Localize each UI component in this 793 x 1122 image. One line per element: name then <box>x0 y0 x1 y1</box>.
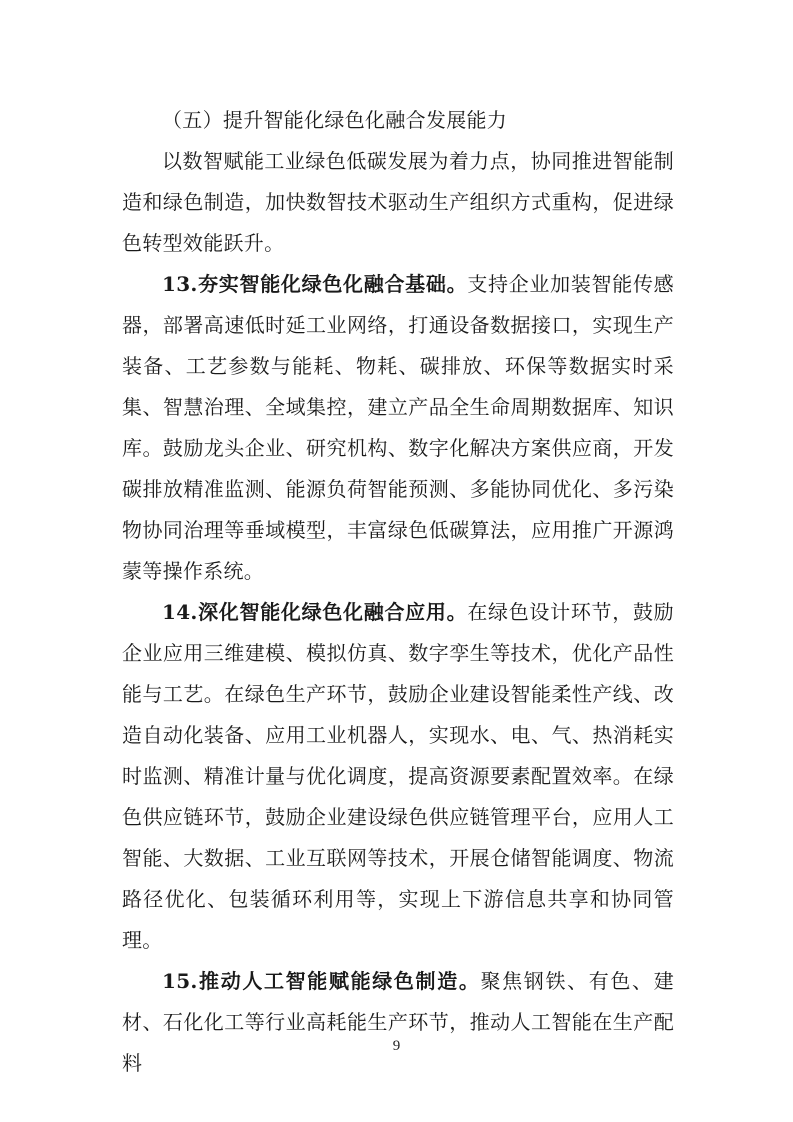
item-15-paragraph <box>122 961 674 1084</box>
item-14-title: 14.深化智能化绿色化融合应用。 <box>162 600 468 624</box>
section-intro-paragraph: 以数智赋能工业绿色低碳发展为着力点，协同推进智能制造和绿色制造，加快数智技术驱动生产组织方式重构，促进绿色转型效能跃升。 <box>122 149 674 255</box>
item-15-title: 15.推动人工智能赋能绿色制造。 <box>162 969 481 993</box>
item-15-body: 聚焦钢铁、有色、建材、石化化工等行业高耗能生产环节，推动人工智能在生产配料 <box>122 969 674 1075</box>
item-13-title: 13.夯实智能化绿色化融合基础。 <box>162 272 468 296</box>
page-number: 9 <box>392 1038 401 1054</box>
document-body <box>122 100 674 1084</box>
item-14-body: 在绿色设计环节，鼓励企业应用三维建模、模拟仿真、数字孪生等技术，优化产品性能与工艺。在绿色生产环节，鼓励企业建设智能柔性产线、改造自动化装备、应用工业机器人，实现水、电、气、热消耗实时监测、精准计量与优化调度，提高资源要素配置效率。在绿色供应链环节，鼓励企业建设绿色供应链管理平台，应用人工智能、大数据、工业互联网等技术，开展仓储智能调度、物流路径优化、包装循环利用等，实现上下游信息共享和协同管理。 <box>122 600 674 952</box>
item-13-paragraph <box>122 264 674 592</box>
item-13-body: 支持企业加装智能传感器，部署高速低时延工业网络，打通设备数据接口，实现生产装备、工艺参数与能耗、物耗、碳排放、环保等数据实时采集、智慧治理、全域集控，建立产品全生命周期数据库、知识库。鼓励龙头企业、研究机构、数字化解决方案供应商，开发碳排放精准监测、能源负荷智能预测、多能协同优化、多污染物协同治理等垂域模型，丰富绿色低碳算法，应用推广开源鸿蒙等操作系统。 <box>122 272 674 583</box>
section-heading: （五）提升智能化绿色化融合发展能力 <box>162 108 508 132</box>
item-14-paragraph <box>122 592 674 961</box>
